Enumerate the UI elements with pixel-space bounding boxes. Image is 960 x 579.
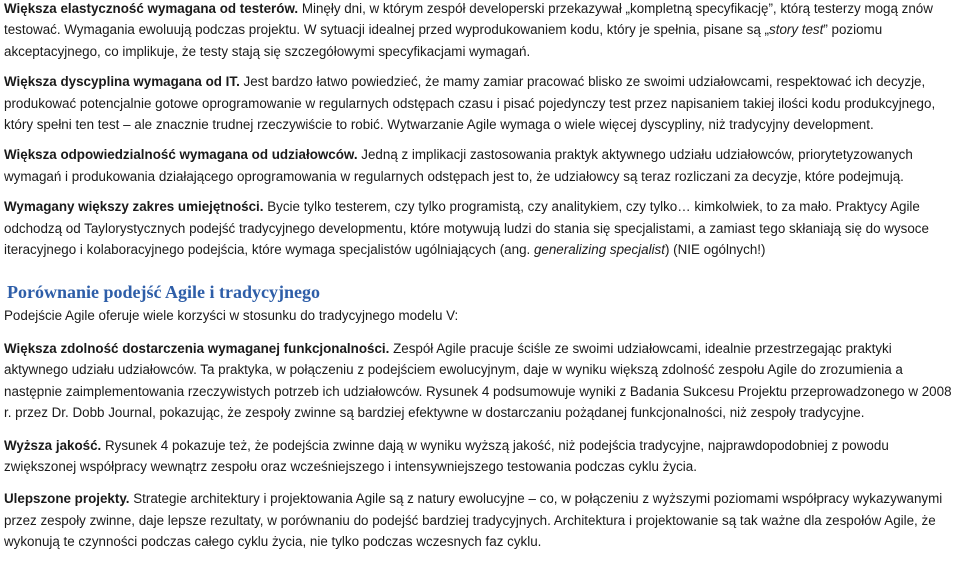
paragraph-functionality bbox=[4, 338, 956, 424]
section-intro: Podejście Agile oferuje wiele korzyści w stosunku do tradycyjnego modelu V: bbox=[4, 308, 459, 324]
paragraph-text: Jest bardzo łatwo powiedzieć, że mamy zamiar pracować blisko ze swoimi udziałowcami, respektować ich decyzje, produkować potencjalnie gotowe oprogramowanie w regularnych odstępach czasu i pisać pojedynczy test przez napisaniem takiej ilości kodu produkcyjnego, który spełni ten test – ale znacznie trudnej rzeczywiście to robić. Wytwarzanie Agile wymaga o wiele więcej dyscypliny, niż tradycyjny development. bbox=[4, 74, 936, 133]
paragraph-text: Bycie tylko testerem, czy tylko programistą, czy analitykiem, czy tylko… kimkolwiek, to za mało. Praktycy Agile odchodzą od Taylorystycznych podejść tradycyjnego developmentu, które motywują ludzi do stania się specjalistami, a zamiast tego skłaniają się do wysoce iteracyjnego i kolaboracyjnego podejścia, które wymaga specjalistów ugólniających (ang. bbox=[4, 199, 929, 258]
paragraph-emphasis: story test bbox=[769, 22, 824, 38]
paragraph-tester-flexibility bbox=[4, 0, 956, 62]
paragraph-lead: Wymagany większy zakres umiejętności. bbox=[4, 199, 264, 215]
paragraph-quality bbox=[4, 435, 956, 478]
paragraph-lead: Większa odpowiedzialność wymagana od udziałowców. bbox=[4, 147, 358, 163]
paragraph-stakeholder-responsibility bbox=[4, 144, 956, 187]
paragraph-text: Rysunek 4 pokazuje też, że podejścia zwinne dają w wyniku wyższą jakość, niż podejścia tradycyjne, najprawdopodobniej z powodu zwiększonej współpracy wewnątrz zespołu oraz wcześniejszego i intensywniejszego testowania podczas cyklu życia. bbox=[4, 437, 889, 474]
paragraph-text: Zespół Agile pracuje ściśle ze swoimi udziałowcami, idealnie przestrzegając praktyki aktywnego udziału udziałowców. Ta praktyka, w połączeniu z podejściem ewolucyjnym, daje w wyniku większą zdolność zespołu Agile do zrozumienia a następnie zaimplementowania rzeczywistych potrzeb ich udziałowców. Rysunek 4 podsumowuje wyniki z Badania Sukcesu Projektu przeprowadzonego w 2008 r. przez Dr. Dobb Journal, pokazując, że zespoły zwinne są bardziej efektywne w dostarczaniu pożądanej funkcjonalności, niż zespoły tradycyjne. bbox=[4, 340, 952, 421]
paragraph-text: Strategie architektury i projektowania Agile są z natury ewolucyjne – co, w połączeniu z wyższymi poziomami współpracy wykazywanymi przez zespoły zwinne, daje lepsze rezultaty, w porównaniu do podejść bardziej tradycyjnych. Architektura i projektowanie są tak ważne dla zespołów Agile, że wykonują te czynności podczas całego cyklu życia, nie tylko podczas wczesnych faz cyklu. bbox=[4, 491, 943, 550]
paragraph-skills-scope bbox=[4, 196, 956, 260]
paragraph-it-discipline bbox=[4, 71, 956, 135]
paragraph-text: Minęły dni, w którym zespół developerski przekazywał „kompletną specyfikację”, którą testerzy mogą znów testować. Wymagania ewoluują podczas projektu. W sytuacji idealnej przed wyprodukowaniem kodu, który je spełnia, pisane są „ bbox=[4, 1, 933, 38]
paragraph-design bbox=[4, 488, 956, 552]
paragraph-lead: Większa elastyczność wymagana od testerów. bbox=[4, 1, 299, 16]
paragraph-lead: Większa zdolność dostarczenia wymaganej funkcjonalności. bbox=[4, 340, 390, 356]
paragraph-text: Jedną z implikacji zastosowania praktyk aktywnego udziału udziałowców, priorytetyzowanych wymagań i produkowania działającego oprogramowania w regularnych odstępach jest to, że udziałowcy są teraz rozliczani za decyzje, które podejmują. bbox=[4, 147, 913, 184]
paragraph-text: ) (NIE ogólnych!) bbox=[664, 242, 766, 258]
document-body bbox=[4, 0, 956, 553]
section-heading: Porównanie podejść Agile i tradycyjnego bbox=[7, 282, 320, 303]
paragraph-emphasis: generalizing specjalist bbox=[533, 242, 665, 258]
paragraph-text: ” poziomu akceptacyjnego, co implikuje, że testy stają się szczegółowymi specyfikacjami wymagań. bbox=[4, 22, 883, 59]
paragraph-lead: Większa dyscyplina wymagana od IT. bbox=[4, 74, 240, 90]
paragraph-lead: Wyższa jakość. bbox=[4, 437, 102, 453]
paragraph-lead: Ulepszone projekty. bbox=[4, 491, 130, 507]
